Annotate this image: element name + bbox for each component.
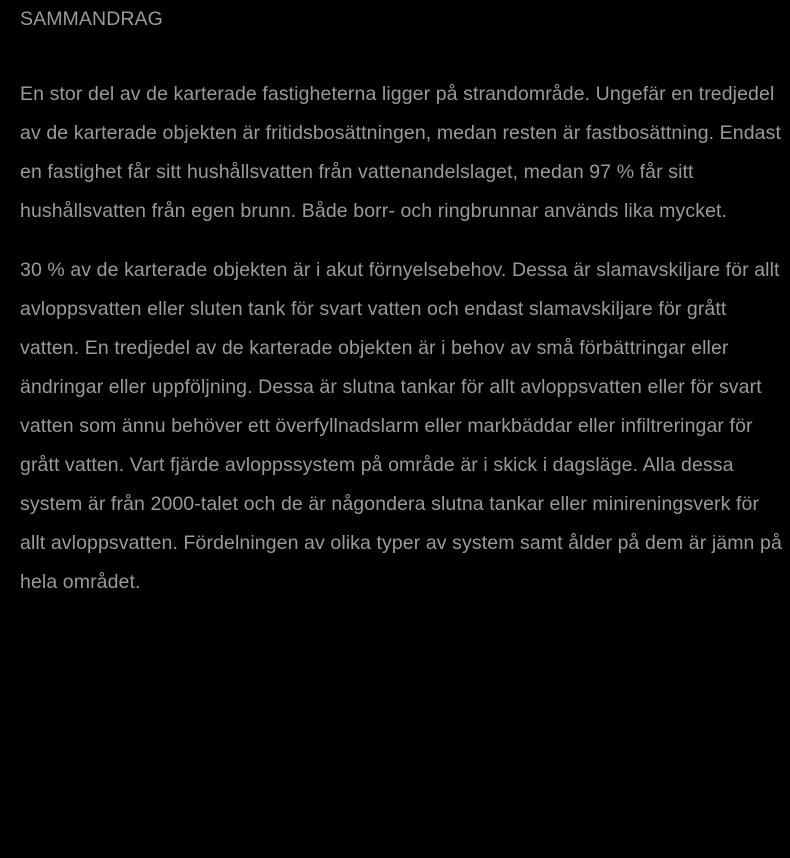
document-page: [20, 4, 785, 602]
summary-paragraph-2: 30 % av de karterade objekten är i akut förnyelsebehov. Dessa är slamavskiljare för allt avloppsvatten eller sluten tank för svart vatten och endast slamavskiljare för grått vatten. En tredjedel av de karterade objekten är i behov av små förbättringar eller ändringar eller uppföljning. Dessa är slutna tankar för allt avloppsvatten eller för svart vatten som ännu behöver ett överfyllnadslarm eller markbäddar eller infiltreringar för grått vatten. Vart fjärde avloppssystem på område är i skick i dagsläge. Alla dessa system är från 2000-talet och de är någondera slutna tankar eller minireningsverk för allt avloppsvatten. Fördelningen av olika typer av system samt ålder på dem är jämn på hela området.: [20, 259, 782, 593]
summary-paragraph-1: En stor del av de karterade fastigheterna ligger på strandområde. Ungefär en tredjedel av de karterade objekten är fritidsbosättningen, medan resten är fastbosättning. Endast en fastighet får sitt hushållsvatten från vattenandelslaget, medan 97 % får sitt hushållsvatten från egen brunn. Både borr- och ringbrunnar används lika mycket.: [20, 83, 781, 222]
section-heading: SAMMANDRAG: [20, 8, 163, 30]
